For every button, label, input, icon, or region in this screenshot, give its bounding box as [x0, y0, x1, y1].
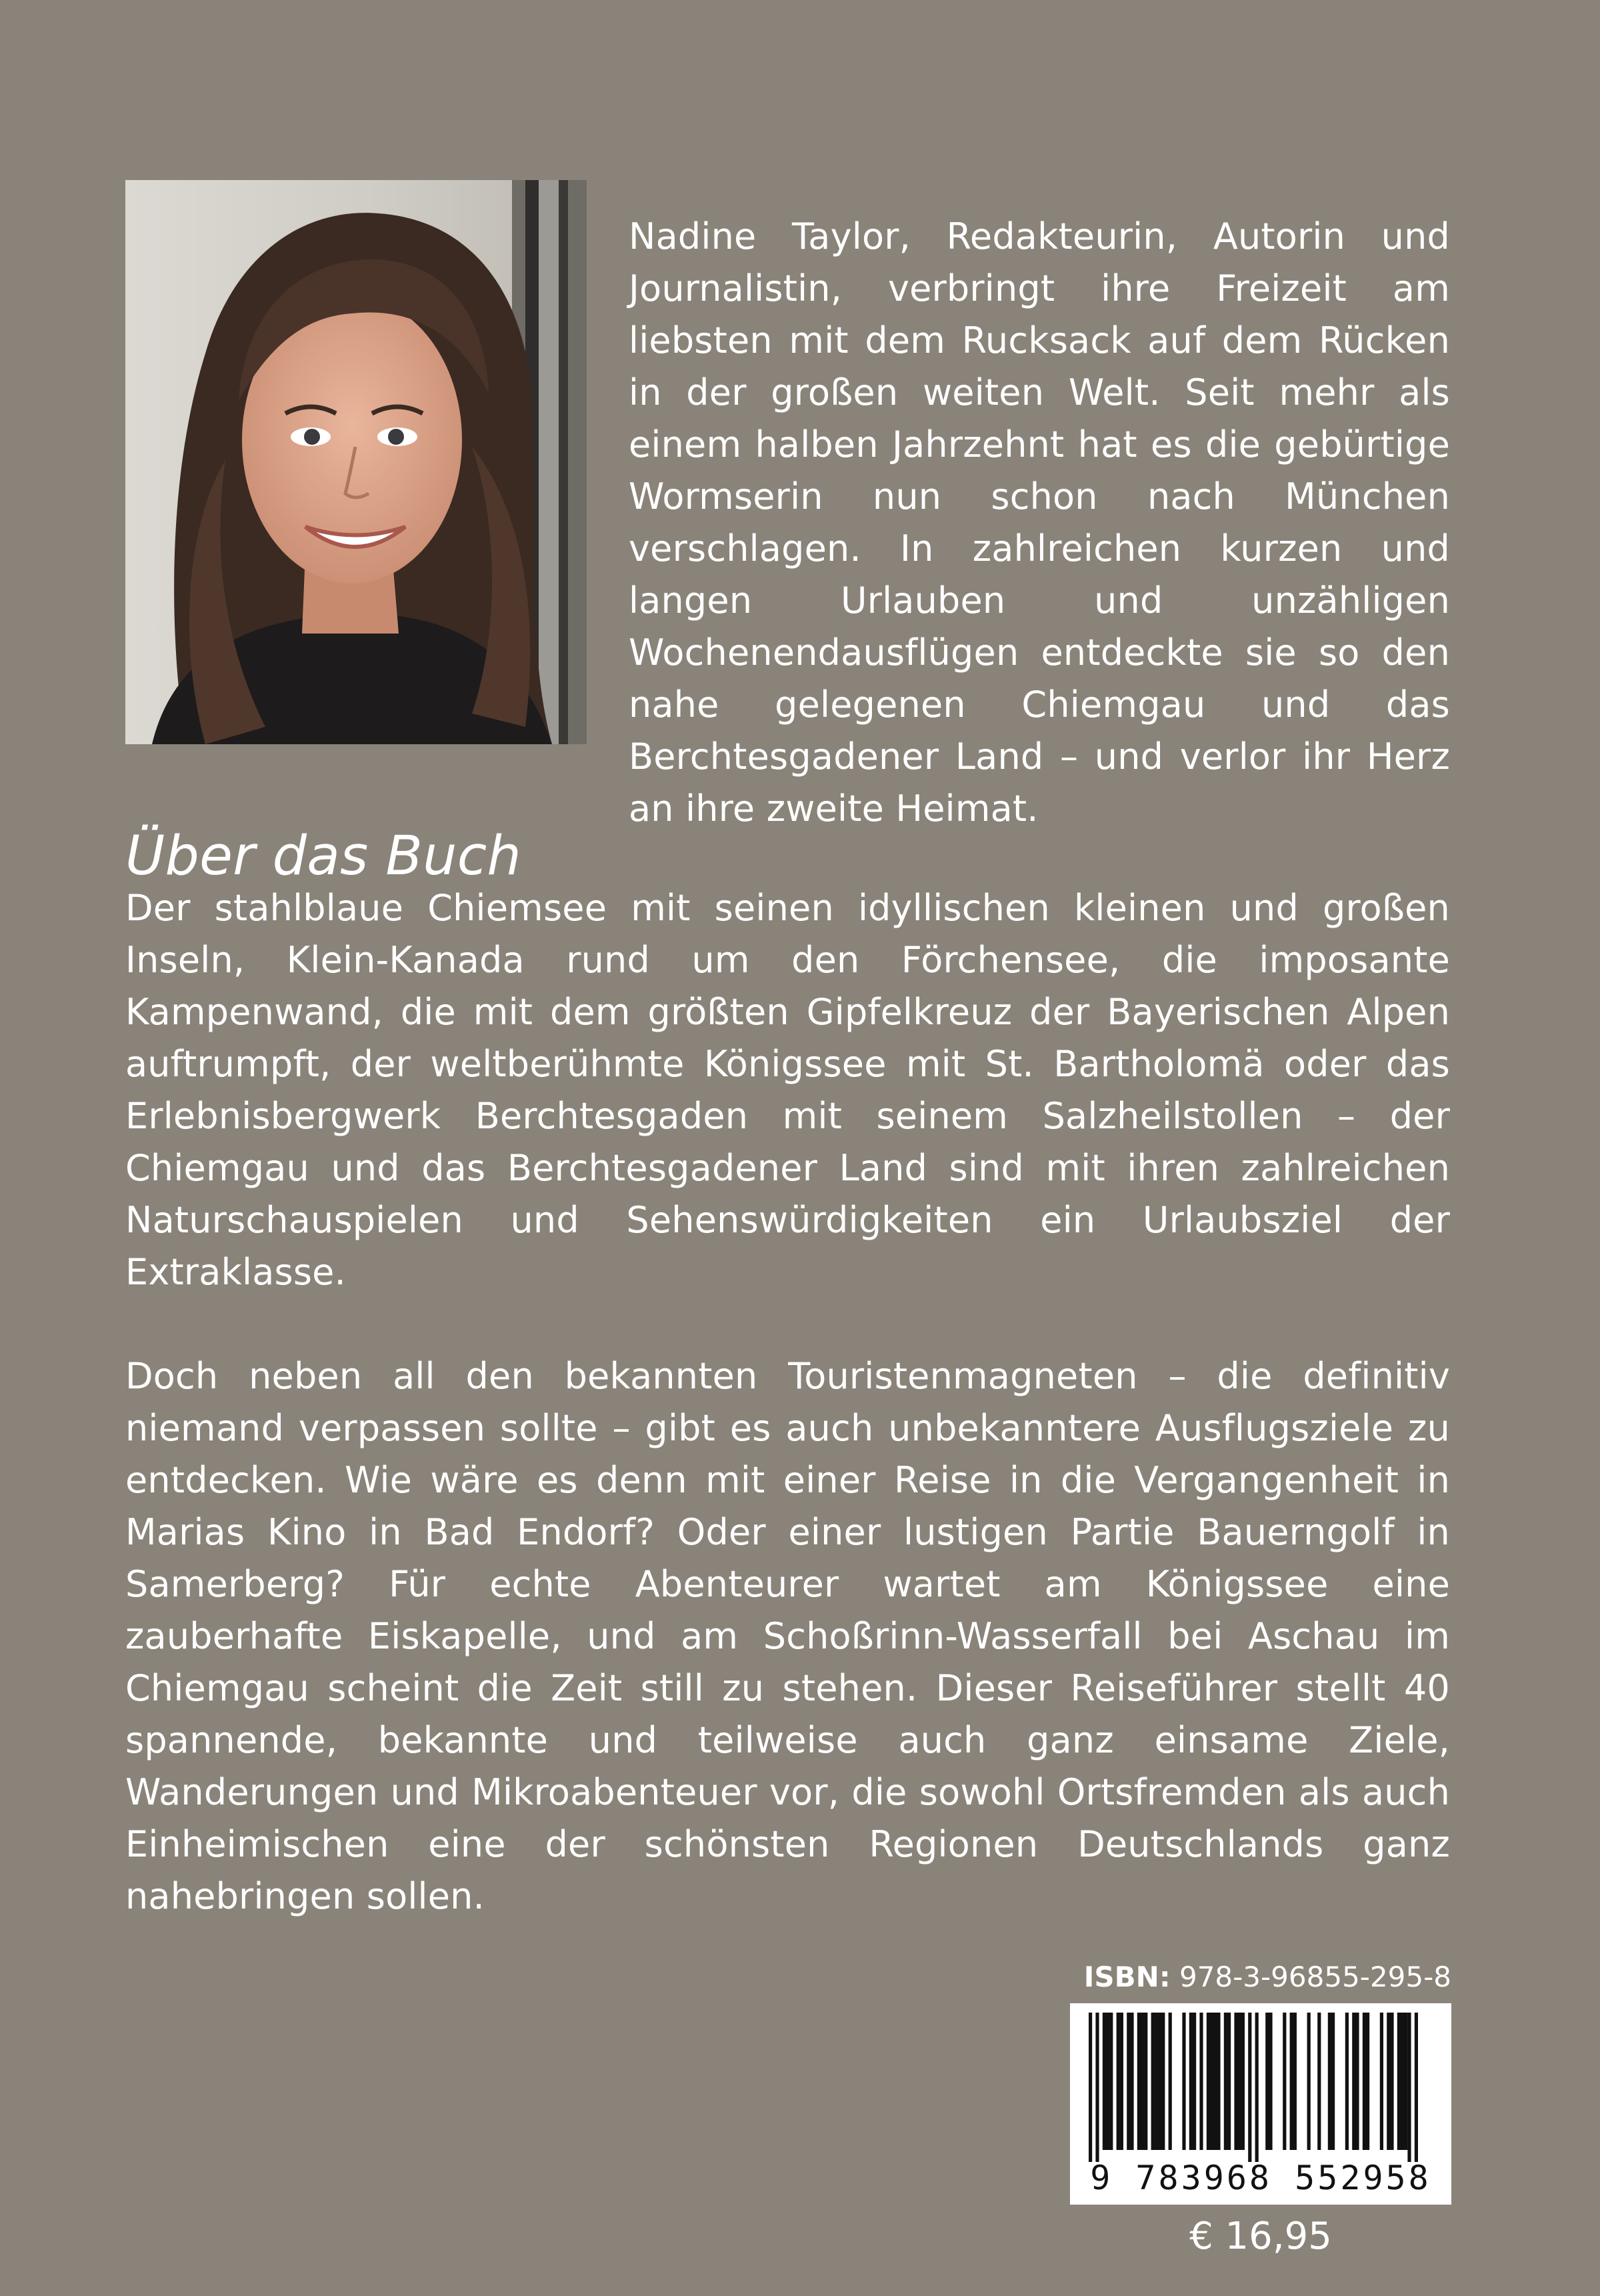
barcode-bar: [1103, 2013, 1113, 2150]
barcode-bar: [1137, 2013, 1148, 2150]
barcode-bar: [1182, 2013, 1185, 2150]
isbn-line: [1070, 1959, 1451, 1996]
author-photo: [125, 180, 587, 744]
barcode-bar: [1151, 2013, 1165, 2150]
barcode-bar: [1407, 2013, 1411, 2162]
barcode-bar: [1307, 2013, 1311, 2150]
description-paragraph-2: Doch neben all den bekannten Touristenmagneten – die definitiv niemand verpassen sollte – gibt es auch unbekanntere Ausflugsziele zu entdecken. Wie wäre es denn mit einer Reise in die Vergangenheit in Marias Kino in Bad Endorf? Oder einer lustigen Partie Bauerngolf in Samerberg? Für echte Abenteurer wartet am Königssee eine zauberhafte Eiskapelle, und am Schoßrinn-Wasserfall bei Aschau im Chiemgau scheint die Zeit still zu stehen. Dieser Reiseführer stellt 40 spannende, bekannte und teilweise auch ganz einsame Ziele, Wanderungen und Mikroabenteuer vor, die sowohl Ortsfremden als auch Einheimischen eine der schönsten Regionen Deutschlands ganz nahebringen sollen.: [125, 1355, 1450, 1917]
barcode-bar: [1387, 2013, 1393, 2150]
barcode-bar: [1290, 2013, 1297, 2150]
barcode-bar: [1283, 2013, 1286, 2150]
price: € 16,95: [1189, 2215, 1332, 2258]
barcode-bar: [1207, 2013, 1221, 2150]
barcode-bar: [1397, 2013, 1408, 2150]
barcode-bar: [1265, 2013, 1272, 2150]
barcode-bar: [1363, 2013, 1369, 2150]
barcode-bar: [1127, 2013, 1133, 2150]
barcode-bar: [1089, 2013, 1092, 2162]
isbn-value: 978-3-96855-295-8: [1179, 1961, 1451, 1993]
barcode-bars: [1070, 2003, 1451, 2163]
barcode-bar: [1189, 2013, 1196, 2150]
barcode-digits: 9 783968 552958: [1090, 2159, 1431, 2197]
barcode-bar: [1234, 2013, 1245, 2150]
barcode-bar: [1345, 2013, 1349, 2150]
author-portrait-illustration: [125, 180, 587, 744]
barcode-bar: [1224, 2013, 1231, 2150]
section-title: Über das Buch: [125, 825, 521, 888]
barcode-bar: [1199, 2013, 1203, 2150]
isbn-label: ISBN:: [1083, 1961, 1171, 1993]
about-book-section: [125, 825, 1450, 1923]
barcode-bar: [1317, 2013, 1321, 2150]
barcode-bar: [1248, 2013, 1251, 2162]
author-bio: Nadine Taylor, Redakteurin, Autorin und Journalistin, verbringt ihre Freizeit am liebsten mit dem Rucksack auf dem Rücken in der großen weiten Welt. Seit mehr als einem halben Jahrzehnt hat es die gebürtige Wormserin nun schon nach München verschlagen. In zahlreichen kurzen und langen Urlauben und unzähligen Wochenendausflügen entdeckte sie so den nahe gelegenen Chiemgau und das Berchtesgadener Land – und verlor ihr Herz an ihre zweite Heimat.: [629, 215, 1450, 830]
barcode-bar: [1169, 2013, 1172, 2150]
barcode: [1070, 2003, 1451, 2205]
barcode-bar: [1352, 2013, 1359, 2150]
description-paragraph-1: Der stahlblaue Chiemsee mit seinen idyllischen kleinen und großen Inseln, Klein-Kanada rund um den Förchensee, die imposante Kampenwand, die mit dem größten Gipfelkreuz der Bayerischen Alpen auftrumpft, der weltberühmte Königssee mit St. Bartholomä oder das Erlebnisbergwerk Berchtesgaden mit seinem Salzheilstollen – der Chiemgau und das Berchtesgadener Land sind mit ihren zahlreichen Naturschauspielen und Sehenswürdigkeiten ein Urlaubsziel der Extraklasse.: [125, 887, 1450, 1293]
barcode-bar: [1328, 2013, 1335, 2150]
barcode-bar: [1255, 2013, 1259, 2162]
barcode-bar: [1117, 2013, 1123, 2150]
barcode-bar: [1415, 2013, 1418, 2162]
barcode-bar: [1380, 2013, 1383, 2150]
barcode-bar: [1095, 2013, 1099, 2162]
